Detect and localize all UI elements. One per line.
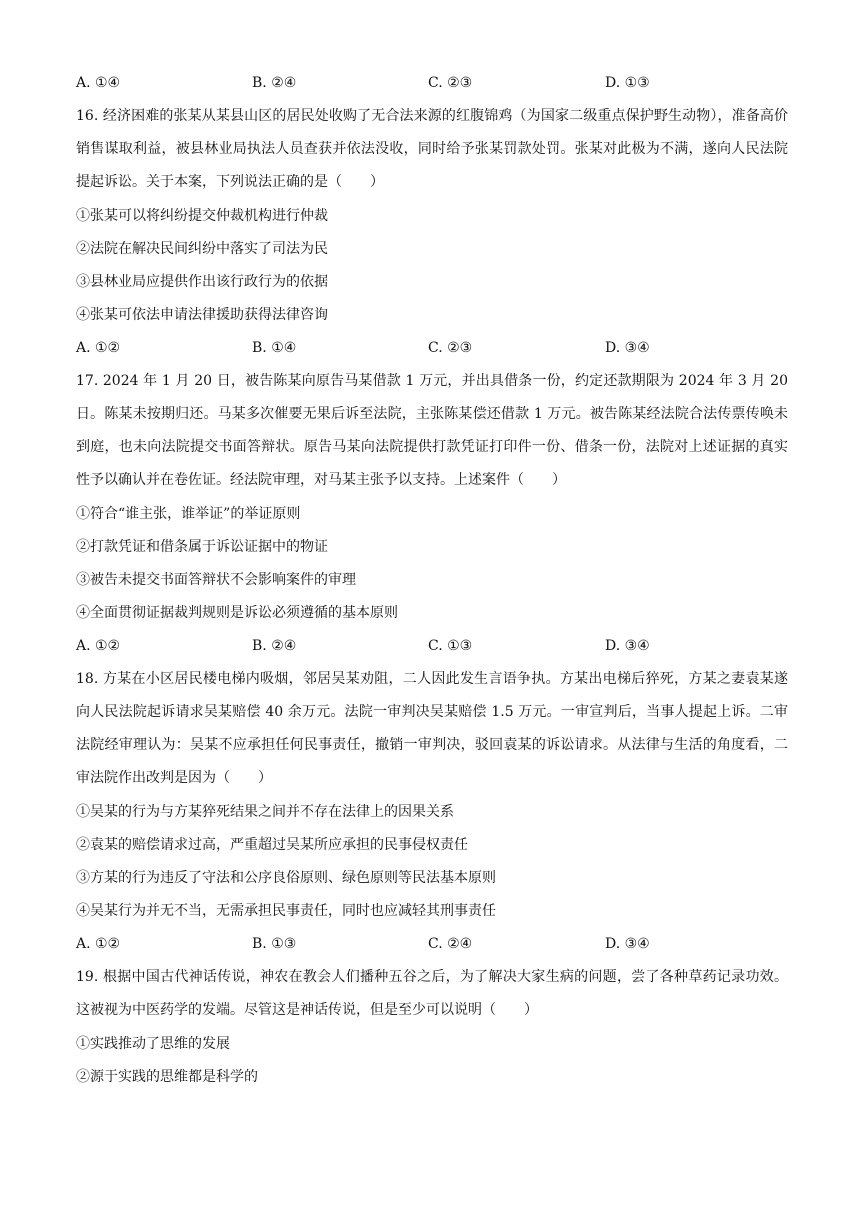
question-stem: 18. 方某在小区居民楼电梯内吸烟，邻居吴某劝阻，二人因此发生言语争执。方某出电梯后猝死，方某之妻袁某遂向人民法院起诉请求吴某赔偿 40 余万元。法院一审判决吴某赔偿 1.5 万元。一审宣判后，当事人提起上诉。二审法院经审理认为：吴某不应承担任何民事责任，撤销一审判决，驳回袁某的诉讼请求。从法律与生活的角度看，二审法院作出改判是因为（ ） <box>76 671 788 786</box>
question-16 <box>76 100 788 359</box>
statement-1: ①张某可以将纠纷提交仲裁机构进行仲裁 <box>76 208 328 224</box>
option-c: C. ①③ <box>428 638 473 654</box>
option-d: D. ①③ <box>605 75 650 91</box>
question-stem: 17. 2024 年 1 月 20 日，被告陈某向原告马某借款 1 万元，并出具借条一份，约定还款期限为 2024 年 3 月 20 日。陈某未按期归还。马某多次催要无果后诉至法院，主张陈某偿还借款 1 万元。被告陈某经法院合法传票传唤未到庭，也未向法院提交书面答辩状。原告马某向法院提供打款凭证打印件一份、借条一份，法院对上述证据的真实性予以确认并在卷佐证。经法院审理，对马某主张予以支持。上述案件（ ） <box>76 373 788 488</box>
statement-2: ②袁某的赔偿请求过高，严重超过吴某所应承担的民事侵权责任 <box>76 837 468 853</box>
question-18 <box>76 663 788 955</box>
option-a: A. ①④ <box>76 75 121 91</box>
statement-4: ④全面贯彻证据裁判规则是诉讼必须遵循的基本原则 <box>76 605 398 621</box>
exam-page <box>76 72 788 1099</box>
question-19 <box>76 961 788 1088</box>
question-stem: 19. 根据中国古代神话传说，神农在教会人们播种五谷之后，为了解决大家生病的问题，尝了各种草药记录功效。这被视为中医药学的发端。尽管这是神话传说，但是至少可以说明（ ） <box>76 969 788 1018</box>
option-c: C. ②③ <box>428 340 473 356</box>
option-c: C. ②④ <box>428 936 473 952</box>
q16-options <box>76 337 788 359</box>
statement-1: ①实践推动了思维的发展 <box>76 1036 230 1052</box>
option-c: C. ②③ <box>428 75 473 91</box>
q18-options <box>76 933 788 955</box>
statement-3: ③县林业局应提供作出该行政行为的依据 <box>76 274 328 290</box>
option-d: D. ③④ <box>605 936 650 952</box>
option-a: A. ①② <box>76 936 121 952</box>
option-a: A. ①② <box>76 340 121 356</box>
statement-2: ②源于实践的思维都是科学的 <box>76 1069 258 1085</box>
statement-1: ①吴某的行为与方某猝死结果之间并不存在法律上的因果关系 <box>76 804 454 820</box>
statement-4: ④张某可依法申请法律援助获得法律咨询 <box>76 307 328 323</box>
statement-1: ①符合“谁主张，谁举证”的举证原则 <box>76 506 301 522</box>
statement-2: ②法院在解决民间纠纷中落实了司法为民 <box>76 241 328 257</box>
option-d: D. ③④ <box>605 340 650 356</box>
statement-2: ②打款凭证和借条属于诉讼证据中的物证 <box>76 539 328 555</box>
statement-3: ③方某的行为违反了守法和公序良俗原则、绿色原则等民法基本原则 <box>76 870 496 886</box>
statement-3: ③被告未提交书面答辩状不会影响案件的审理 <box>76 572 356 588</box>
option-b: B. ②④ <box>252 75 297 91</box>
option-b: B. ①③ <box>252 936 297 952</box>
option-b: B. ②④ <box>252 638 297 654</box>
q15-options <box>76 72 788 94</box>
option-a: A. ①② <box>76 638 121 654</box>
q17-options <box>76 635 788 657</box>
question-17 <box>76 365 788 657</box>
option-b: B. ①④ <box>252 340 297 356</box>
question-stem: 16. 经济困难的张某从某县山区的居民处收购了无合法来源的红腹锦鸡（为国家二级重点保护野生动物），准备高价销售谋取利益，被县林业局执法人员查获并依法没收，同时给予张某罚款处罚。张某对此极为不满，遂向人民法院提起诉讼。关于本案，下列说法正确的是（ ） <box>76 108 788 190</box>
statement-4: ④吴某行为并无不当，无需承担民事责任，同时也应减轻其刑事责任 <box>76 903 496 919</box>
option-d: D. ③④ <box>605 638 650 654</box>
